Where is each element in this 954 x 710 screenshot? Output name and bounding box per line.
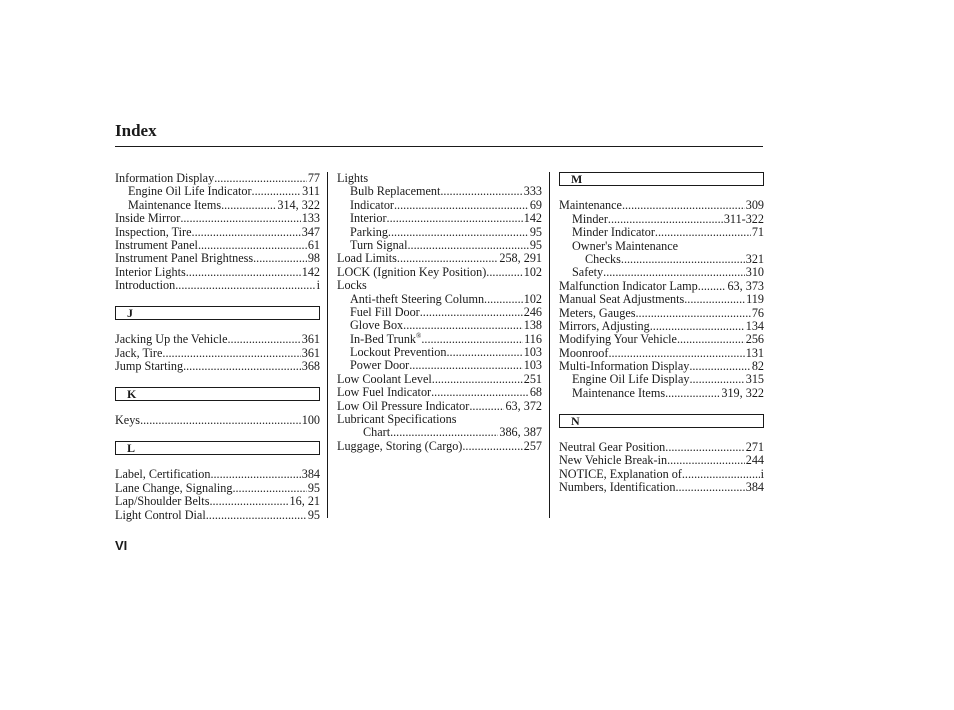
entry-label [115,172,214,185]
dot-leader [622,199,745,212]
dot-leader [198,239,307,252]
page-reference: 133 [301,211,320,226]
entry-label [572,373,689,386]
entry-label-text: Indicator [350,197,394,212]
entry-label-text: Owner's Maintenance [572,238,679,253]
entry-label [337,279,367,292]
dot-leader [206,509,307,522]
entry-label-text: Inside Mirror [115,211,181,226]
dot-leader [684,293,745,306]
entry-label-text: Information Display [115,171,215,185]
entry-label-text: Locks [337,278,367,293]
section-letter-header: J [115,306,320,320]
dot-leader [698,280,727,293]
index-entry [559,360,764,373]
dot-leader [432,373,523,386]
entry-label [337,172,368,185]
entry-label [115,279,175,292]
spacer [559,428,764,441]
dot-leader [175,279,315,292]
page-reference: 361 [301,332,320,347]
entry-label-text: Instrument Panel [115,237,198,252]
entry-label [559,293,684,306]
section-letter-header: M [559,172,764,186]
entry-label [128,199,221,212]
index-entry [337,386,542,399]
entry-label-text: Parking [350,224,388,239]
spacer [559,400,764,413]
dot-leader [621,253,745,266]
section-letter-header: K [115,387,320,401]
entry-label-text: Light Control Dial [115,507,206,522]
dot-leader [214,172,307,185]
page-reference: 309 [745,198,764,213]
page-reference: 244 [745,453,764,468]
dot-leader [682,468,760,481]
dot-leader [232,482,306,495]
index-entry [337,293,542,306]
section-letter-header: N [559,414,764,428]
dot-leader [388,226,529,239]
entry-label [128,185,252,198]
entry-label [350,359,409,372]
page-reference: 384 [745,480,764,495]
entry-label [559,360,689,373]
index-entry [115,414,320,427]
dot-leader [484,293,523,306]
entry-label [350,239,407,252]
page-reference: 100 [301,413,320,428]
index-entry [337,252,542,265]
page-reference: 131 [745,345,764,360]
index-entry [559,266,764,279]
index-entry [559,481,764,494]
spacer [115,428,320,441]
spacer [115,320,320,333]
entry-label [559,280,698,293]
page-reference: 386, 387 [499,425,542,440]
entry-label-text: Fuel Fill Door [350,304,420,319]
index-entry [115,185,320,198]
dot-leader [665,441,744,454]
entry-label-text: Turn Signal [350,237,408,252]
index-heading [337,172,542,185]
entry-label [115,495,209,508]
entry-label [559,307,636,320]
page-reference: 63, 372 [505,398,542,413]
index-entry [337,400,542,413]
page-reference: i [760,466,764,481]
index-heading [337,279,542,292]
page-reference: 258, 291 [499,251,542,266]
entry-label [350,185,440,198]
spacer [115,293,320,306]
entry-label [350,293,484,306]
spacer [559,186,764,199]
index-entry [559,293,764,306]
entry-label [559,441,665,454]
dot-leader [186,266,301,279]
page-reference: 321 [745,251,764,266]
entry-label [559,320,650,333]
dot-leader [650,320,745,333]
index-entry [115,266,320,279]
page-reference: 142 [523,211,542,226]
entry-label [337,413,456,426]
entry-label-text: Instrument Panel Brightness [115,251,254,266]
index-entry [337,373,542,386]
index-entry [559,199,764,212]
section-letter-header: L [115,441,320,455]
entry-label-text: Lap/Shoulder Belts [115,494,210,509]
dot-leader [677,333,745,346]
index-entry [115,347,320,360]
entry-label-text: Malfunction Indicator Lamp [559,278,698,293]
index-heading [559,240,764,253]
index-entry [559,454,764,467]
entry-label-text: Maintenance Items [572,385,666,400]
entry-label [337,373,432,386]
index-entry [559,213,764,226]
entry-label-text: Label, Certification [115,467,211,482]
title-divider [115,146,763,147]
entry-label-text: Low Coolant Level [337,371,432,386]
entry-label [115,509,206,522]
dot-leader [192,226,301,239]
entry-label-text: Jump Starting [115,359,184,374]
entry-label-text: Mirrors, Adjusting [559,318,650,333]
index-entry [115,468,320,481]
dot-leader [469,400,504,413]
entry-label-text: Engine Oil Life Indicator [128,184,252,199]
index-entry [337,346,542,359]
entry-label [115,239,198,252]
page-reference: 77 [307,171,320,185]
entry-label-text: Moonroof [559,345,609,360]
entry-label [585,253,621,266]
index-column-2 [337,172,542,453]
index-entry [337,226,542,239]
page-reference: 103 [523,358,542,373]
index-entry [559,387,764,400]
entry-label-text: Keys [115,413,141,428]
entry-label [559,347,608,360]
entry-label-text: Power Door [350,358,410,373]
page-reference: 256 [745,332,764,347]
entry-label-text: Interior [350,211,387,226]
dot-leader [421,333,523,346]
page-reference: 257 [523,438,542,453]
entry-label [572,226,655,239]
dot-leader [667,454,745,467]
spacer [115,373,320,386]
entry-label [559,454,667,467]
entry-label [572,240,678,253]
page-reference: 95 [529,237,542,252]
registered-mark: ® [416,331,422,340]
index-entry [115,333,320,346]
page-reference: 69 [529,197,542,212]
dot-leader [394,199,529,212]
dot-leader [210,468,300,481]
page-reference: 361 [301,345,320,360]
dot-leader [420,306,523,319]
page-reference: 103 [523,345,542,360]
index-entry [115,252,320,265]
spacer [115,401,320,414]
index-entry [337,306,542,319]
entry-label-text: Lights [337,171,369,185]
dot-leader [252,185,302,198]
index-entry [559,333,764,346]
entry-label-text: Introduction [115,278,176,293]
index-column-3 [559,172,764,495]
entry-label [350,199,394,212]
dot-leader [665,387,720,400]
entry-label [350,346,446,359]
entry-label [572,387,665,400]
index-entry [337,266,542,279]
page-reference: 68 [529,385,542,400]
page-reference: 63, 373 [727,278,764,293]
entry-label [350,333,421,346]
entry-label-text: Chart [363,425,391,440]
entry-label [115,482,232,495]
entry-label-text: Inspection, Tire [115,224,192,239]
page-reference: 311-322 [723,211,764,226]
entry-label [559,199,622,212]
page-reference: 251 [523,371,542,386]
page-reference: i [316,278,320,293]
index-entry [115,226,320,239]
dot-leader [603,266,745,279]
page-reference: 138 [523,318,542,333]
dot-leader [162,347,300,360]
entry-label-text: Lockout Prevention [350,345,447,360]
page-number: VI [115,538,128,553]
entry-label-text: Minder Indicator [572,225,655,240]
page-reference: 95 [307,507,320,522]
index-entry [559,468,764,481]
index-entry [337,185,542,198]
page-reference: 347 [301,224,320,239]
dot-leader [689,373,744,386]
index-entry [115,482,320,495]
page-reference: 368 [301,359,320,374]
index-heading [337,413,542,426]
entry-label [572,266,603,279]
page-reference: 95 [529,224,542,239]
index-entry [337,319,542,332]
entry-label-text: Glove Box [350,318,404,333]
entry-label-text: Low Oil Pressure Indicator [337,398,470,413]
dot-leader [675,481,744,494]
index-entry [559,307,764,320]
index-entry [337,199,542,212]
dot-leader [431,386,529,399]
page-reference: 319, 322 [721,385,764,400]
entry-label [350,212,387,225]
entry-label [115,414,140,427]
page-reference: 98 [307,251,320,266]
page-reference: 134 [745,318,764,333]
index-entry [559,226,764,239]
index-entry [337,212,542,225]
page-reference: 76 [751,305,764,320]
dot-leader [608,213,723,226]
index-entry [337,440,542,453]
page-reference: 315 [745,372,764,387]
entry-label [363,426,390,439]
page-reference: 314, 322 [277,197,320,212]
dot-leader [183,360,301,373]
dot-leader [387,212,523,225]
entry-label [337,266,486,279]
entry-label [115,347,162,360]
entry-label [115,266,186,279]
index-entry [337,239,542,252]
entry-label [559,481,675,494]
entry-label-text: LOCK (Ignition Key Position) [337,264,487,279]
entry-label-text: Numbers, Identification [559,480,676,495]
index-entry [115,509,320,522]
entry-label-text: Neutral Gear Position [559,440,666,455]
page-reference: 119 [746,292,764,307]
entry-label-text: In-Bed Trunk [350,331,417,346]
index-entry [559,280,764,293]
dot-leader [409,359,522,372]
page-reference: 102 [523,264,542,279]
index-entry [115,495,320,508]
entry-label [115,468,210,481]
page-reference: 333 [523,184,542,199]
entry-label-text: Modifying Your Vehicle [559,332,677,347]
entry-label-text: Anti-theft Steering Column [350,291,485,306]
entry-label-text: Checks [585,251,621,266]
dot-leader [636,307,751,320]
entry-label [115,360,183,373]
entry-label [559,468,682,481]
column-divider-1 [327,172,328,518]
index-entry [337,359,542,372]
page-reference: 271 [745,440,764,455]
entry-label [115,212,180,225]
page-reference: 311 [302,184,320,199]
entry-label [350,319,403,332]
dot-leader [608,347,744,360]
entry-label [337,400,469,413]
dot-leader [227,333,300,346]
entry-label-text: Minder [572,211,608,226]
entry-label-text: Maintenance Items [128,197,222,212]
page-reference: 102 [523,291,542,306]
dot-leader [655,226,751,239]
entry-label-text: Meters, Gauges [559,305,636,320]
index-entry [559,441,764,454]
dot-leader [462,440,522,453]
entry-label-text: Multi-Information Display [559,359,690,374]
dot-leader [440,185,522,198]
index-column-1 [115,172,320,522]
index-entry [115,279,320,292]
entry-label [115,226,192,239]
dot-leader [140,414,301,427]
entry-label-text: Interior Lights [115,264,186,279]
page-reference: 384 [301,467,320,482]
dot-leader [209,495,288,508]
index-entry [115,172,320,185]
entry-label-text: Load Limits [337,251,397,266]
entry-label-text: Lubricant Specifications [337,412,457,427]
page-reference: 16, 21 [289,494,320,509]
entry-label-text: Maintenance [559,198,622,213]
entry-label [559,333,677,346]
entry-label-text: Luggage, Storing (Cargo) [337,438,463,453]
entry-label [115,333,227,346]
page-reference: 82 [751,359,764,374]
page-reference: 71 [751,225,764,240]
dot-leader [180,212,300,225]
page-reference: 142 [301,264,320,279]
index-entry [115,199,320,212]
dot-leader [397,252,498,265]
column-divider-2 [549,172,550,518]
entry-label-text: Safety [572,265,604,280]
entry-label [350,306,420,319]
entry-label-text: Jack, Tire [115,345,163,360]
entry-label-text: Low Fuel Indicator [337,385,432,400]
spacer [115,455,320,468]
dot-leader [253,252,307,265]
entry-label-text: Bulb Replacement [350,184,441,199]
index-entry [115,360,320,373]
index-entry [115,239,320,252]
index-entry [559,253,764,266]
page-reference: 246 [523,304,542,319]
index-entry [337,426,542,439]
entry-label-text: New Vehicle Break-in [559,453,668,468]
entry-label-text: Engine Oil Life Display [572,372,690,387]
entry-label [115,252,253,265]
page-title: Index [115,121,157,140]
entry-label-text: Jacking Up the Vehicle [115,332,228,347]
page-reference: 116 [524,331,542,346]
index-entry [337,333,542,346]
entry-label [337,386,431,399]
index-entry [559,347,764,360]
index-entry [115,212,320,225]
dot-leader [486,266,522,279]
entry-label-text: Manual Seat Adjustments [559,292,685,307]
dot-leader [390,426,498,439]
entry-label-text: Lane Change, Signaling [115,480,233,495]
page-reference: 310 [745,265,764,280]
index-entry [559,373,764,386]
page-reference: 61 [307,237,320,252]
entry-label [337,252,397,265]
dot-leader [689,360,750,373]
dot-leader [446,346,522,359]
entry-label-text: NOTICE, Explanation of [559,466,682,481]
entry-label [337,440,462,453]
entry-label [350,226,388,239]
dot-leader [221,199,276,212]
page-reference: 95 [307,480,320,495]
index-entry [559,320,764,333]
entry-label [572,213,608,226]
dot-leader [407,239,528,252]
